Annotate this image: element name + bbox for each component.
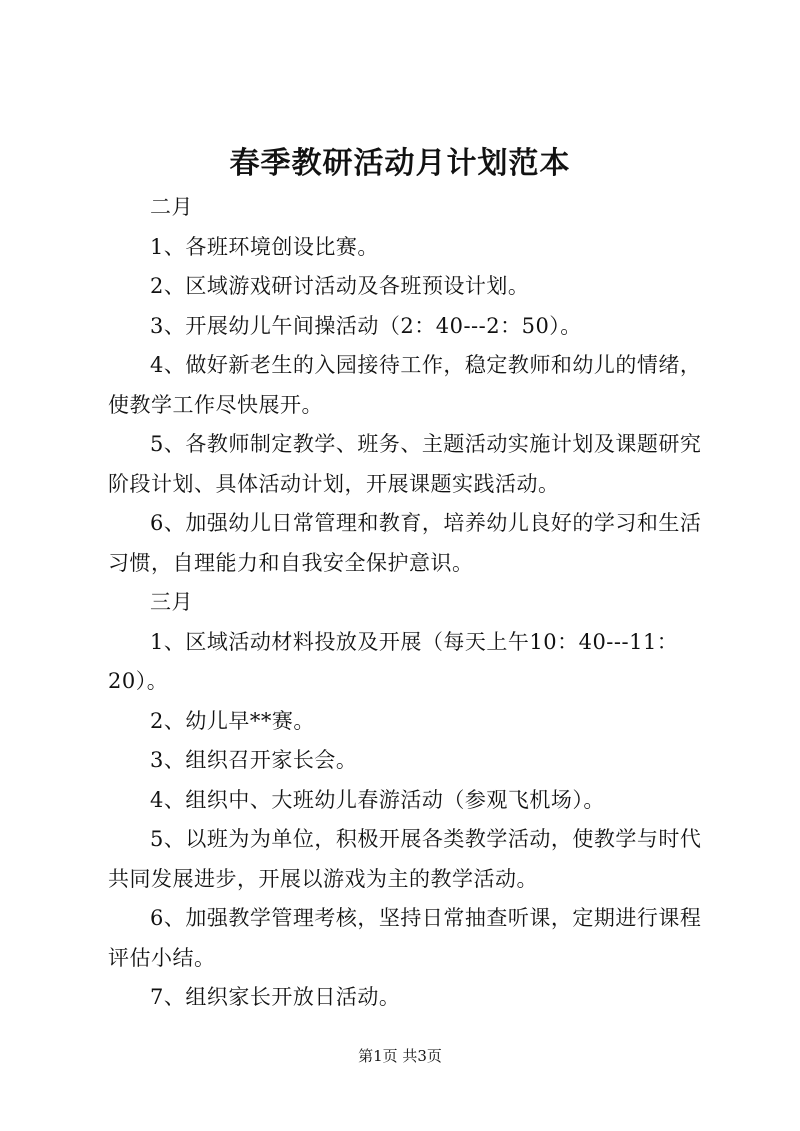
document-body [108,188,708,1018]
list-item: 5、以班为为单位，积极开展各类教学活动，使教学与时代共同发展进步，开展以游戏为主的教学活动。 [108,827,702,891]
list-item: 2、幼儿早**赛。 [150,708,315,733]
list-item: 1、各班环境创设比赛。 [150,234,379,259]
list-item: 3、组织召开家长会。 [150,748,358,772]
page-footer: 第1页 共3页 [358,1047,442,1065]
list-item: 2、区域游戏研讨活动及各班预设计划。 [150,274,530,298]
month-heading-march: 三月 [150,590,193,614]
list-item: 6、加强教学管理考核，坚持日常抽查听课，定期进行课程评估小结。 [108,906,702,970]
list-item: 7、组织家长开放日活动。 [150,985,401,1009]
list-item: 1、区域活动材料投放及开展（每天上午10：40---11：20）。 [108,629,679,693]
list-item: 5、各教师制定教学、班务、主题活动实施计划及课题研究阶段计划、具体活动计划，开展课题实践活动。 [108,432,702,496]
page-title: 春季教研活动月计划范本 [229,146,571,181]
list-item: 4、组织中、大班幼儿春游活动（参观飞机场）。 [150,787,605,812]
list-item: 3、开展幼儿午间操活动（2：40---2：50）。 [150,313,582,338]
month-heading-february: 二月 [150,195,193,219]
list-item: 6、加强幼儿日常管理和教育，培养幼儿良好的学习和生活习惯，自理能力和自我安全保护意识。 [108,511,702,575]
list-item: 4、做好新老生的入园接待工作，稳定教师和幼儿的情绪，使教学工作尽快展开。 [108,353,702,417]
